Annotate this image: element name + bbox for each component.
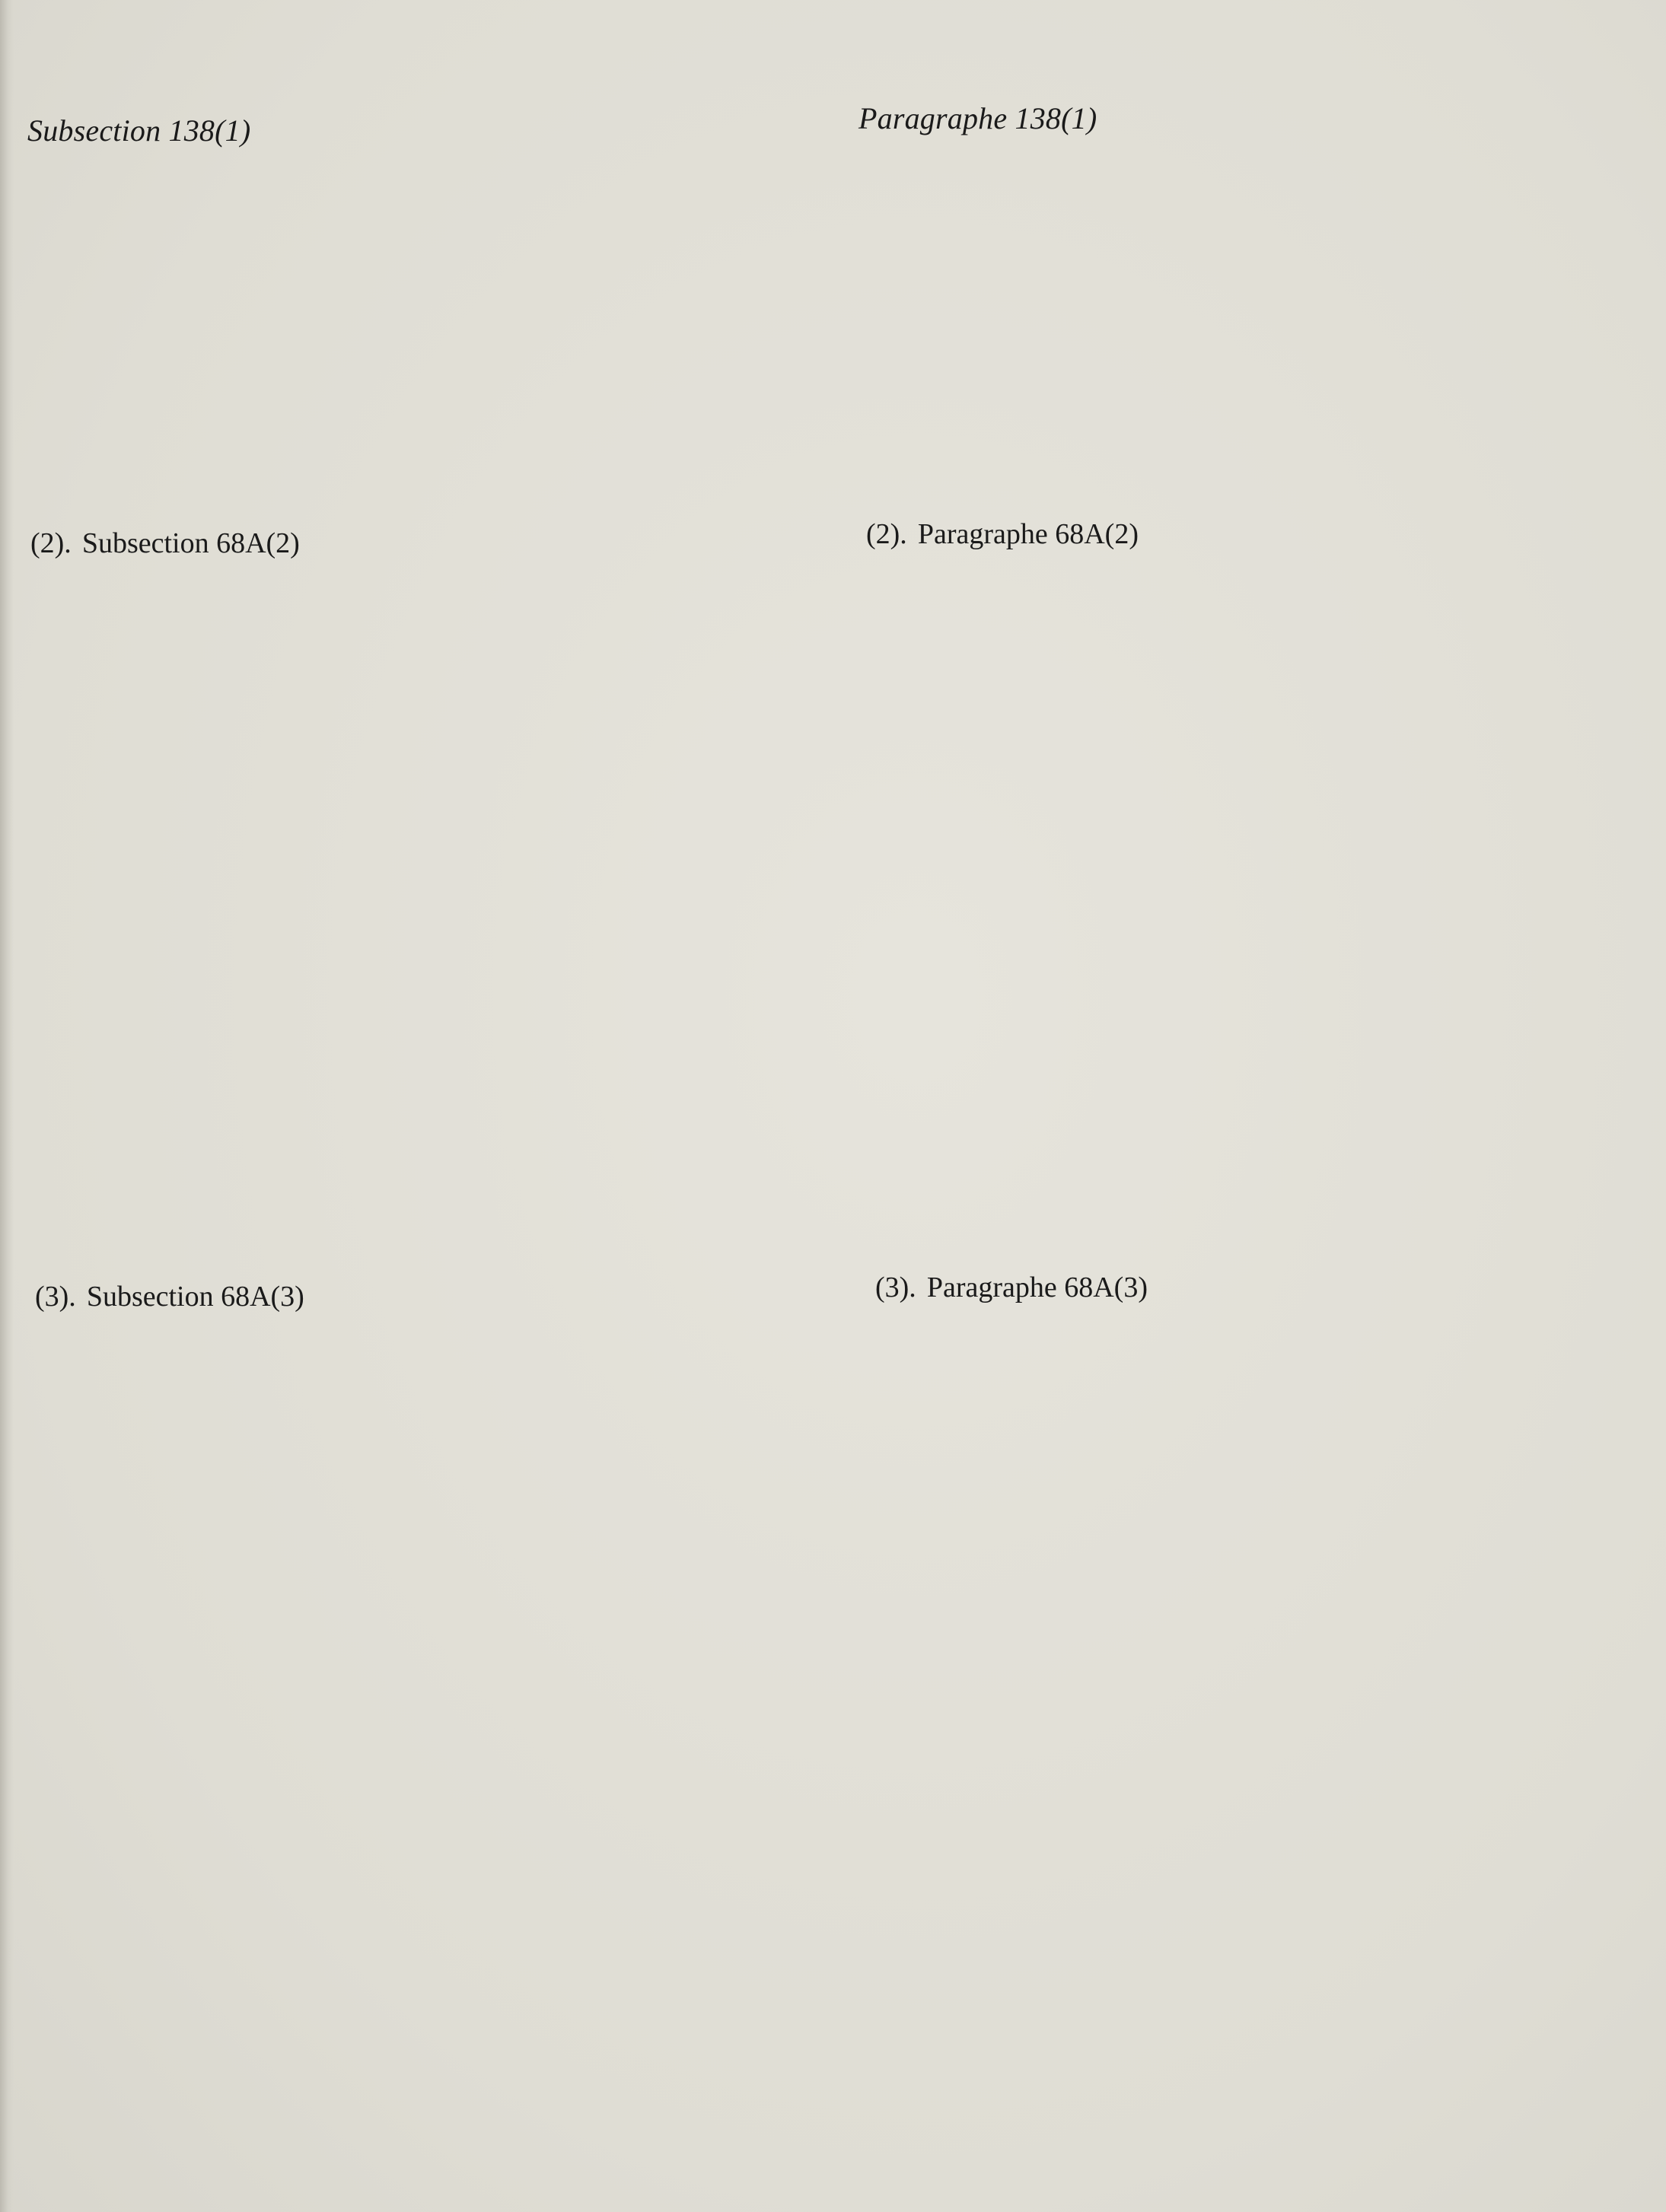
left-item-3-number: (3). [35,1281,76,1313]
right-item-3 [875,1271,1148,1304]
right-heading: Paragraphe 138(1) [858,101,1097,135]
right-item-2-label: Paragraphe 68A(2) [917,518,1139,550]
left-item-2-label: Subsection 68A(2) [81,527,300,559]
right-item-3-label: Paragraphe 68A(3) [926,1272,1148,1303]
left-item-2-number: (2). [30,527,72,559]
right-item-3-number: (3). [875,1272,916,1303]
right-column [833,0,1666,2212]
left-heading: Subsection 138(1) [27,113,251,148]
left-item-2 [30,527,300,560]
left-item-3-label: Subsection 68A(3) [86,1281,304,1313]
right-item-2-number: (2). [866,518,907,550]
right-item-2 [866,517,1139,551]
left-item-3 [35,1280,304,1313]
